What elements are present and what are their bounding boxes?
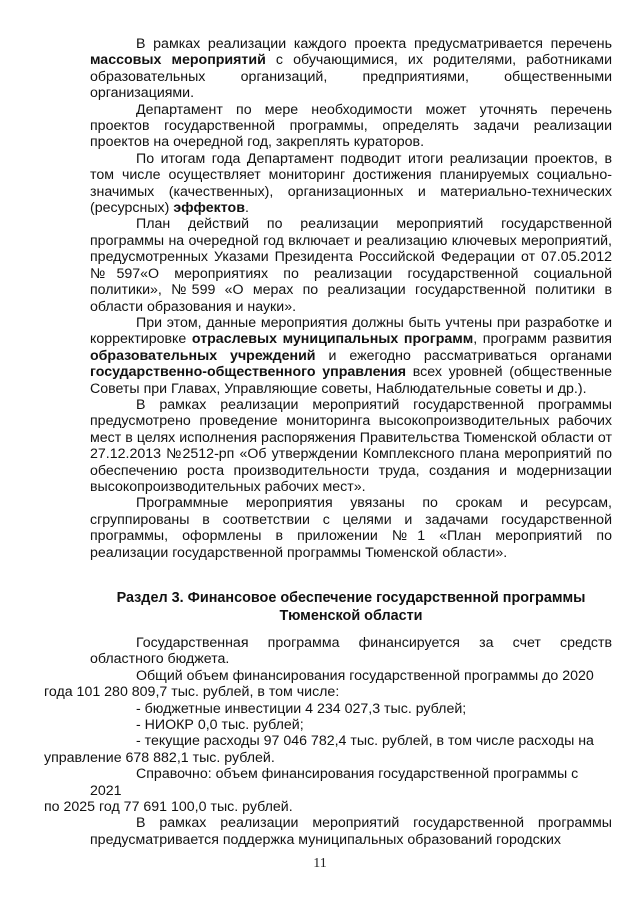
text-run: и ежегодно рассматриваться органами	[315, 347, 612, 364]
section-heading-line: Тюменской области	[279, 608, 423, 624]
text-run: В рамках реализации каждого проекта предусматривается перечень	[136, 36, 612, 52]
text-line: по 2025 год 77 691 100,0 тыс. рублей.	[44, 799, 293, 816]
list-item-niokr: - НИОКР 0,0 тыс. рублей;	[136, 717, 304, 734]
bold-term: образовательных учреждений	[90, 347, 316, 364]
list-item-current-expenses	[44, 733, 612, 766]
section-heading-line: Раздел 3. Финансовое обеспечение государственной программы	[116, 590, 586, 606]
paragraph-department-projects: Департамент по мере необходимости может уточнять перечень проектов государственной программы, определять задачи реализации проектов на очередной год, закреплять кураторов.	[90, 101, 612, 151]
text-run: , программ развития	[473, 331, 612, 348]
text-line: года 101 280 809,7 тыс. рублей, в том числе:	[44, 684, 340, 701]
text-run: .	[244, 200, 249, 217]
text-line: Общий объем финансирования государственной программы до 2020	[136, 667, 594, 684]
paragraph-total-financing	[44, 667, 612, 701]
text-line: Справочно: объем финансирования государственной программы с 2021	[90, 766, 579, 799]
text-run: По итогам года Департамент подводит итоги реализации проектов, в том числе осуществляет мониторинг достижения планируемых социально-значимых (качественных), организационных и материально-технических (ресурсных)	[90, 150, 612, 217]
paragraph-action-plan: План действий по реализации мероприятий государственной программы на очередной год включает и реализацию ключевых мероприятий, предусмотренных Указами Президента Российской Федерации от 07.05.2012 №597«О мероприятиях по реализации государственной социальной политики», №599 «О мерах по реализации государственной политики в области образования и науки».	[90, 216, 612, 315]
bold-term: государственно-общественного управления	[90, 364, 407, 381]
paragraph-reference-financing	[44, 766, 612, 816]
paragraph-monitoring: В рамках реализации мероприятий государственной программы предусмотрено проведение мониторинга высокопроизводительных рабочих мест в целях исполнения распоряжения Правительства Тюменской области от 27.12.2013 №2512-рп «Об утверждении Комплексного плана мероприятий по обеспечению роста производительности труда, создания и модернизации высокопроизводительных рабочих мест».	[90, 396, 612, 495]
paragraph-program-activities: Программные мероприятия увязаны по срокам и ресурсам, сгруппированы в соответствии с целями и задачами государственной программы, оформлены в приложении №1 «План мероприятий по реализации государственной программы Тюменской области».	[90, 495, 612, 561]
body-text-top	[90, 36, 612, 561]
list-item-investments: - бюджетные инвестиции 4 234 027,3 тыс. рублей;	[136, 700, 467, 717]
paragraph-municipal-programs	[90, 315, 612, 397]
text-run: При этом, данные мероприятия должны быть учтены при разработке и корректировке	[90, 314, 612, 348]
body-text-financing	[44, 635, 612, 848]
bold-term: эффектов	[173, 200, 245, 217]
bold-term: отраслевых муниципальных программ	[191, 331, 474, 348]
section-heading	[90, 589, 612, 625]
page-number: 11	[313, 856, 327, 871]
bold-term: массовых мероприятий	[90, 52, 266, 69]
paragraph-municipal-support: В рамках реализации мероприятий государственной программы предусматривается поддержка муниципальных образований городских	[90, 815, 612, 848]
paragraph-funding-source: Государственная программа финансируется за счет средств областного бюджета.	[90, 635, 612, 668]
paragraph-mass-events	[90, 36, 612, 102]
text-run: всех уровней (общественные Советы при Главах, Управляющие советы, Наблюдательные советы и др.).	[90, 364, 613, 397]
text-line: управление 678 882,1 тыс. рублей.	[44, 749, 275, 766]
paragraph-year-results	[90, 151, 612, 217]
text-run: с обучающимися, их родителями, работниками образовательных организаций, предприятиями, общественными организациями.	[90, 52, 612, 102]
text-line: - текущие расходы 97 046 782,4 тыс. рублей, в том числе расходы на	[136, 733, 594, 750]
